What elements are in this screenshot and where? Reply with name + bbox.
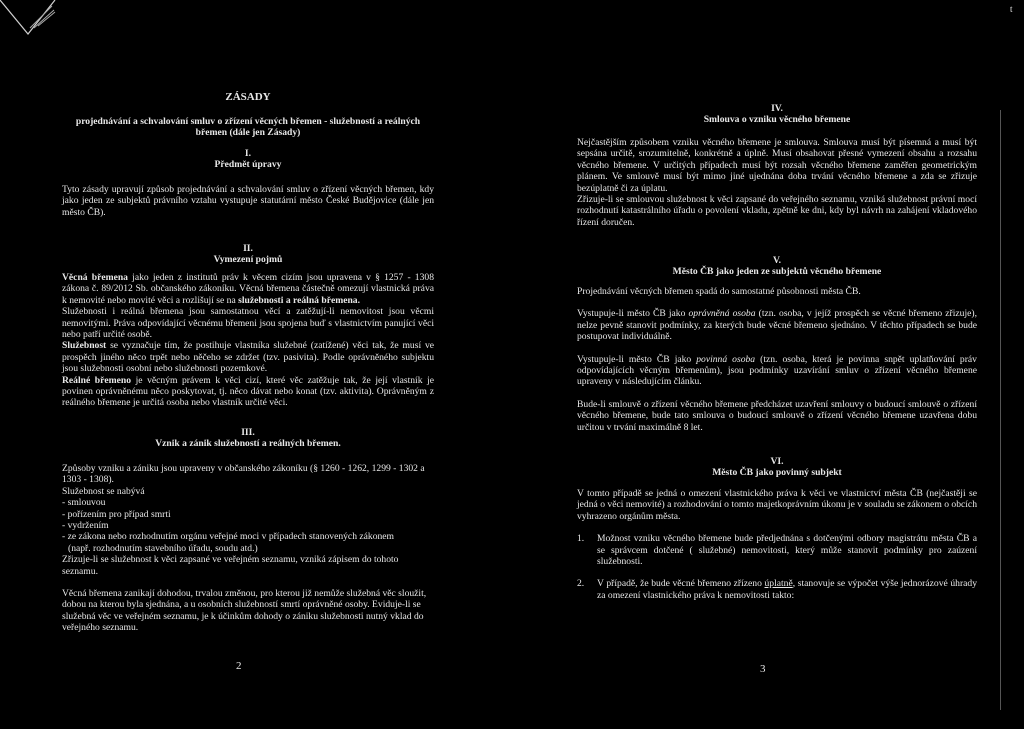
subtitle-line-2: břemen (dále jen Zásady) <box>195 127 301 139</box>
s5-p3-lead: Vystupuje-li město ČB jako <box>577 353 697 365</box>
section-2-paragraph-4 <box>62 375 434 409</box>
scan-edge <box>1000 110 1001 710</box>
section-6-body <box>577 488 977 601</box>
list-item: - vydržením <box>62 520 109 532</box>
section-2-paragraph-3 <box>62 340 434 374</box>
section-5-paragraph-3 <box>577 354 977 388</box>
section-1-text: Tyto zásady upravují způsob projednávání a schvalování smluv o zřízení věcných břemen, kdy jako jeden ze subjektů právního vztahu vystupuje statutární město České Budějovice (dále jen město ČB). <box>62 184 434 218</box>
s5-p3-text: (tzn. osoba, která je povinna snpět uplatňování práv odpovídajících věcným břemenům), jsou podmínky uzavírání smluv o zřízení věcného břemene upraveny v následujícím článku. <box>577 353 977 388</box>
s5-p2-lead: Vystupuje-li město ČB jako <box>577 308 689 320</box>
term-povinna-osoba: povinná osoba <box>696 353 756 365</box>
section-6-heading <box>577 456 977 479</box>
term-vecna-bremena: Věcná břemena <box>62 272 128 283</box>
section-6-item-2 <box>577 578 977 601</box>
section-6-number: VI. <box>770 456 784 467</box>
list-item: - smlouvou <box>62 497 106 509</box>
item-2-lead: V případě, že bude věcné břemeno zřízeno <box>597 578 765 590</box>
section-5-paragraph-1: Projednávání věcných břemen spadá do samostatné působnosti města ČB. <box>577 286 861 297</box>
section-5-body <box>577 286 977 433</box>
acquisition-list <box>62 497 434 554</box>
section-5-paragraph-2 <box>577 308 977 342</box>
item-text: Možnost vzniku věcného břemene bude předjednána s dotčenými odbory magistrátu města ČB a se správcem dotčené ( služebné) nemovitosti, který může stanovit podmínky pro zaúzení služebnosti. <box>597 533 977 568</box>
item-text <box>597 578 977 601</box>
term-sluzebnost: Služebnost <box>62 340 107 352</box>
term-realne-bremeno: Reálné břemeno <box>62 374 132 386</box>
subtitle-line-1: projednávání a schvalování smluv o zřízení věcných břemen - služebností a reálných <box>75 116 421 127</box>
section-2-paragraph-2: Služebnosti i reálná břemena jsou samostatnou věcí a zatěžují-li nemovitost jsou věcmi nemovitými. Práva odpovídající věcnému břemeni jsou spojena buď s vlastnictvím panující věci nebo patří určité osobě. <box>62 306 434 341</box>
section-3-paragraph-4: Věcná břemena zanikají dohodou, trvalou změnou, pro kterou již nemůže služebná věc sloužit, dobou na kterou byla sjednána, a u osobních služebností smrtí oprávněné osoby. Eviduje-li se služebná věc ve veřejném seznamu, je k účinkům dohody o zániku služebnosti nutný vklad do veřejného seznamu. <box>62 588 427 634</box>
section-1-heading <box>62 148 434 171</box>
section-4-heading <box>577 103 977 126</box>
item-number: 2. <box>577 578 585 590</box>
section-4-paragraph-1: Nejčastějším způsobem vzniku věcného břemene je smlouva. Smlouva musí být písemná a musí být sepsána určitě, srozumitelně, konkrétně a úplně. Musí obsahovat přesné vymezení obsahu a rozsahu věcného břemene. V určitých případech musí být rozsah věcného břemene zaměřen geometrickým plánem. Ve smlouvě musí být mimo jiné ujednána doba trvání věcného břemene a zda se zřizuje bezúplatně či za úplatu. <box>577 137 977 194</box>
section-2-paragraph-1 <box>62 272 434 306</box>
section-2-p1-text: jako jeden z institutů práv k věcem cizím jsou upravena v § 1257 - 1308 zákona č. 89/2012 Sb. občanského zákoníku. Věcná břemena částečně omezují vlastnická práva k nemovité nebo movité věci a rozlišují se na <box>62 272 434 306</box>
section-2-p4-text: je věcným právem k věci cizí, které věc zatěžuje tak, že její vlastník je povinen oprávněnému něco poskytovat, tj. něco dávat nebo konat (tzv. aktivita). Oprávněným z reálného břemene je určitá osoba nebo vlastník určité věci. <box>62 374 434 409</box>
section-6-item-1 <box>577 533 977 567</box>
section-3-paragraph-3: Zřizuje-li se služebnost k věci zapsané ve veřejném seznamu, vzniká zápisem do tohoto seznamu. <box>62 554 399 577</box>
section-2-number: II. <box>243 243 253 254</box>
term-sluzebnosti: služebnosti a reálná břemena. <box>238 294 360 306</box>
section-3-body <box>62 463 434 634</box>
document-subtitle <box>62 116 434 139</box>
corner-mark: t <box>1010 4 1013 14</box>
section-4-paragraph-2: Zřizuje-li se smlouvou služebnost k věci zapsané do veřejného seznamu, vzniká služebnost právní mocí rozhodnutí katastrálního úřadu o povolení vkladu, zpětně ke dni, kdy byl návrh na zahájení vkladového řízení doručen. <box>577 194 977 228</box>
section-4-title: Smlouva o vzniku věcného břemene <box>703 114 851 126</box>
item-2-text: , stanovuje se výpočet výše jednorázové úhrady za omezení vlastnického práva k nemovitosti takto: <box>597 578 977 601</box>
term-opravnena-osoba: oprávněná osoba <box>688 308 756 320</box>
section-2-p3-text: se vyznačuje tím, že postihuje vlastníka služebné (zatížené) věci tak, že musí ve prospěch jiného něco trpět nebo něčeho se zdržet (tzv. pasivita). Podle oprávněného subjektu jsou služebnosti osobní nebo služebnosti pozemkové. <box>62 340 434 375</box>
section-4-number: IV. <box>771 103 783 114</box>
list-item: (např. rozhodnutím stavebního úřadu, soudu atd.) <box>68 542 258 554</box>
section-5-heading <box>577 255 977 278</box>
section-3-paragraph-1: Způsoby vzniku a zániku jsou upraveny v občanského zákoníku (§ 1260 - 1262, 1299 - 1302 a 1303 - 1308). <box>62 463 425 486</box>
section-3-heading <box>62 427 434 450</box>
section-4-body <box>577 137 977 228</box>
section-3-number: III. <box>241 427 255 438</box>
section-2-heading <box>62 243 434 266</box>
section-2-title: Vymezení pojmů <box>213 254 283 266</box>
section-6-title: Město ČB jako povinný subjekt <box>712 467 842 479</box>
section-3-title: Vznik a zánik služebností a reálných břemen. <box>155 438 341 450</box>
page-number-left: 2 <box>236 660 242 672</box>
list-item: - ze zákona nebo rozhodnutím orgánu veřejné moci v případech stanovených zákonem <box>62 531 395 543</box>
section-1-title: Předmět úpravy <box>214 159 282 171</box>
section-3-paragraph-2: Služebnost se nabývá <box>62 485 145 497</box>
section-5-title: Město ČB jako jeden ze subjektů věcného břemene <box>672 266 882 278</box>
term-uplatne: úplatně <box>764 578 793 590</box>
document-title: ZÁSADY <box>225 91 271 103</box>
section-6-paragraph-1: V tomto případě se jedná o omezení vlastnického práva k věci ve vlastnictví města ČB (nejčastěji se jedná o věci nemovité) a rozhodování o tomto majetkoprávním úkonu je v souladu se zákonem o obcích vyhrazeno orgánům města. <box>577 488 977 522</box>
corner-scan-mark <box>0 0 70 40</box>
page-number-right: 3 <box>760 663 766 675</box>
section-5-number: V. <box>772 255 782 266</box>
item-number: 1. <box>577 533 585 545</box>
section-2-body <box>62 272 434 409</box>
list-item: - pořízením pro případ smrti <box>62 508 171 520</box>
s5-p2-text: (tzn. osoba, v jejíž prospěch se věcné břemeno zřizuje), nelze pevně stanovit podmínky, za kterých bude věcné břemeno sjednáno. V těchto případech se bude postupovat individuálně. <box>577 308 977 343</box>
section-5-paragraph-4: Bude-li smlouvě o zřízení věcného břemene předcházet uzavření smlouvy o budoucí smlouvě o zřízení věcného břemene, bude tato smlouva o budoucí smlouvě o zřízení věcného břemene uzavřena dobu určitou v trvání maximálně 8 let. <box>577 398 977 433</box>
section-1-number: I. <box>244 148 252 159</box>
